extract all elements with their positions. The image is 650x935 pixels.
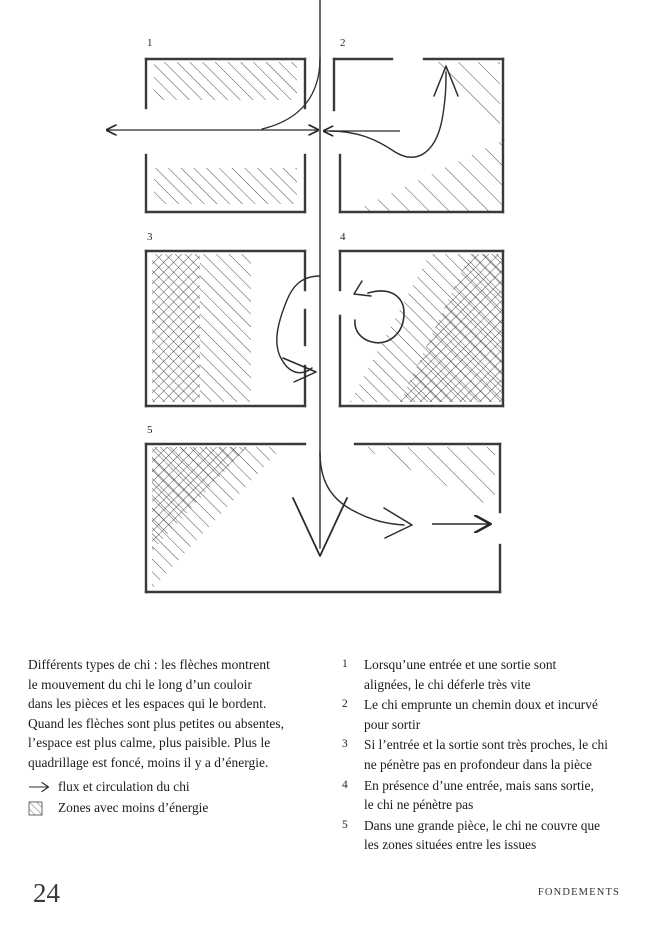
legend-row-flow <box>28 777 328 798</box>
legend-row-low-energy <box>28 798 328 819</box>
list-item-line: pour sortir <box>364 716 421 732</box>
numbered-list <box>338 655 638 855</box>
panel-4-chi-arrowhead <box>354 281 371 296</box>
list-item-body <box>364 655 556 694</box>
running-head: FONDEMENTS <box>537 887 620 898</box>
caption-left-column <box>28 655 328 819</box>
caption-line: quadrillage est foncé, moins il y a d’énergie. <box>28 754 269 770</box>
panel-3-chi-arrowhead <box>283 358 316 382</box>
list-item-body <box>364 816 600 855</box>
caption-block <box>0 655 650 856</box>
list-item-body <box>364 776 594 815</box>
list-item-number: 5 <box>342 818 348 831</box>
caption-line: le mouvement du chi le long d’un couloir <box>28 676 253 692</box>
panel-3-hatch-zone <box>200 254 251 402</box>
list-item-line: Lorsqu’une entrée et une sortie sont <box>364 657 557 672</box>
list-item-line: alignées, le chi déferle très vite <box>364 676 531 692</box>
legend <box>28 777 328 819</box>
hatched-square-icon <box>28 801 54 816</box>
list-item-number: 3 <box>342 738 348 751</box>
list-item-body <box>364 695 598 734</box>
page-footer <box>0 878 650 918</box>
list-item-line: les zones situées entre les issues <box>364 837 537 853</box>
panel-4 <box>340 231 503 406</box>
panel-5 <box>146 424 500 592</box>
list-item-number: 2 <box>342 698 348 711</box>
list-item <box>338 695 638 734</box>
list-item-line: ne pénètre pas en profondeur dans la pièce <box>364 756 592 772</box>
panel-3-crosshatch-zone <box>152 254 200 402</box>
panel-2-upper-left-room-walls <box>334 59 392 110</box>
list-item <box>338 776 638 815</box>
list-item-number: 4 <box>342 778 348 791</box>
list-item <box>338 816 638 855</box>
caption-intro-paragraph <box>28 655 328 773</box>
legend-label: flux et circulation du chi <box>58 779 190 795</box>
panel-5-right-hatch-zone <box>360 447 495 508</box>
panel-3 <box>146 231 320 406</box>
caption-line: Quand les flèches sont plus petites ou absentes, <box>28 715 285 731</box>
caption-line: dans les pièces et les espaces qui le bordent. <box>28 696 267 712</box>
panel-5-chi-curve-right <box>320 452 404 525</box>
caption-line: l’espace est plus calme, plus paisible. Plus le <box>28 735 271 751</box>
panel-1-label: 1 <box>147 37 153 49</box>
list-item <box>338 735 638 774</box>
list-item-line: En présence d’une entrée, mais sans sortie, <box>364 777 594 793</box>
list-item-line: Le chi emprunte un chemin doux et incurvé <box>364 697 598 713</box>
arrow-right-icon <box>28 781 54 793</box>
list-item-number: 1 <box>342 658 348 670</box>
page-number: 24 <box>33 878 60 908</box>
legend-label: Zones avec moins d’énergie <box>58 800 209 816</box>
panel-2-label: 2 <box>340 37 346 49</box>
caption-line: Différents types de chi : les flèches montrent <box>28 657 270 672</box>
panel-2 <box>324 37 503 212</box>
panel-1-upper-room-hatch <box>154 62 297 100</box>
list-item-body <box>364 735 608 774</box>
list-item <box>338 655 638 694</box>
list-item-line: Si l’entrée et la sortie sont très proches, le chi <box>364 737 608 753</box>
panel-1-lower-room-hatch <box>154 168 297 204</box>
panel-5-label: 5 <box>147 424 153 436</box>
list-item-line: le chi ne pénètre pas <box>364 797 474 813</box>
list-item-line: Dans une grande pièce, le chi ne couvre que <box>364 817 601 833</box>
panel-4-label: 4 <box>340 231 346 243</box>
caption-right-column <box>338 655 638 856</box>
panel-3-label: 3 <box>147 231 153 243</box>
panel-1 <box>107 37 320 212</box>
